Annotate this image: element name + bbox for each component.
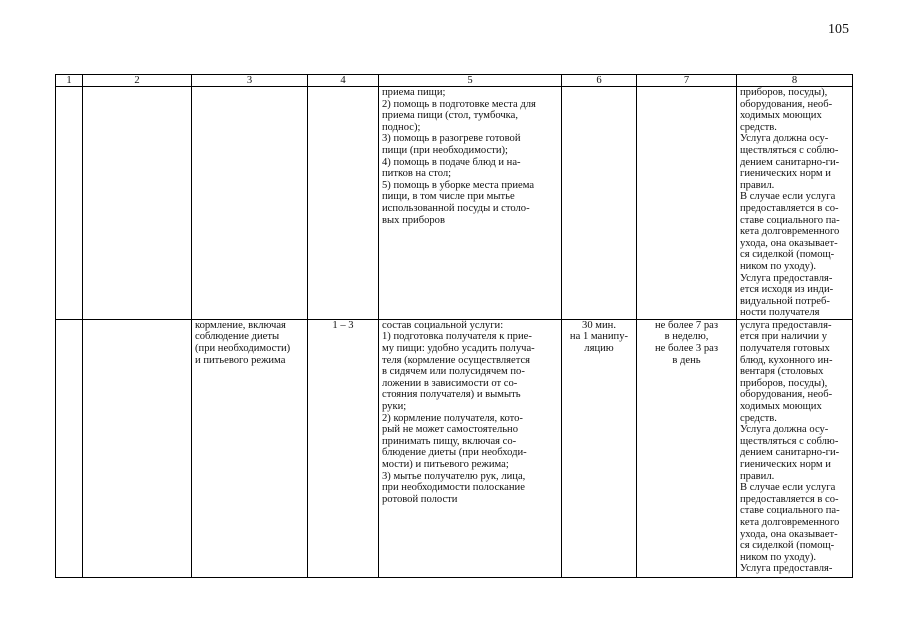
cell-text-line: гиенических норм и: [740, 459, 831, 470]
cell-text-line: ся сиделкой (помощ-: [740, 249, 835, 261]
cell-text-line: Услуга должна осу-: [740, 133, 829, 145]
cell-conditions: [737, 87, 853, 320]
cell-text-line: приема пищи;: [382, 87, 446, 98]
cell-text-line: ником по уходу).: [740, 551, 817, 563]
cell-text-line: оборудования, необ-: [740, 98, 833, 110]
cell-text-line: ником по уходу).: [740, 260, 817, 272]
cell-text-line: соблюдение диеты: [195, 331, 280, 343]
cell-text-line: мости) и питьевого режима;: [382, 459, 509, 470]
cell-text-line: в сидячем или полусидячем по-: [382, 366, 525, 378]
header-col-3: 3: [192, 75, 308, 87]
cell-text-line: теля (кормление осуществляется: [382, 354, 531, 366]
cell-text-line: ставе социального па-: [740, 505, 840, 517]
cell-col-4: [308, 87, 379, 320]
cell-text-line: ществляться с соблю-: [740, 435, 839, 447]
header-col-5: 5: [379, 75, 562, 87]
cell-text-line: ществляться с соблю-: [740, 144, 839, 156]
cell-service-content: [379, 319, 562, 577]
cell-text-line: видуальной потреб-: [740, 295, 830, 307]
header-col-6: 6: [562, 75, 637, 87]
cell-text-line: ставе социального па-: [740, 214, 840, 226]
cell-text-line: в неделю,: [664, 331, 709, 343]
cell-text-line: пищи (при необходимости);: [382, 144, 508, 156]
cell-text-line: принимать пищу, включая со-: [382, 435, 517, 447]
cell-text-line: поднос);: [382, 121, 421, 133]
cell-conditions: [737, 319, 853, 577]
cell-text-line: ухода, она оказывает-: [740, 528, 838, 540]
header-col-2: 2: [83, 75, 192, 87]
cell-duration: [562, 319, 637, 577]
cell-text-line: ходимых моющих: [740, 401, 822, 413]
cell-service-name: [192, 87, 308, 320]
table-row: [56, 319, 853, 577]
cell-text-line: на 1 манипу-: [569, 331, 629, 343]
cell-text-line: и питьевого режима: [195, 354, 286, 366]
cell-text-line: 3) помощь в разогреве готовой: [382, 133, 521, 145]
cell-text-line: правил.: [740, 470, 775, 482]
cell-text-line: предоставляется в со-: [740, 493, 839, 505]
page-number: 105: [828, 22, 849, 37]
cell-text-line: состав социальной услуги:: [382, 319, 504, 331]
cell-text-line: правил.: [740, 179, 775, 191]
cell-text-line: Услуга должна осу-: [740, 424, 829, 436]
cell-text-line: ротовой полости: [382, 493, 458, 505]
cell-text-line: руки;: [382, 401, 407, 413]
cell-text-line: ся сиделкой (помощ-: [740, 540, 835, 552]
cell-text-line: ется при наличии у: [740, 331, 828, 343]
cell-text-line: предоставляется в со-: [740, 202, 839, 214]
cell-col-2: [83, 319, 192, 577]
cell-text-line: приборов, посуды),: [740, 377, 828, 389]
cell-text-line: в день: [672, 354, 701, 366]
cell-text-line: 2) кормление получателя, кото-: [382, 412, 523, 424]
cell-text-line: 30 мин.: [582, 319, 616, 331]
cell-text-line: ется исходя из инди-: [740, 284, 834, 296]
cell-text-line: оборудования, необ-: [740, 389, 833, 401]
cell-text-line: кета долговременного: [740, 226, 840, 238]
cell-text-line: 4) помощь в подаче блюд и на-: [382, 156, 521, 168]
cell-text-line: блюдение диеты (при необходи-: [382, 447, 527, 459]
cell-text-line: вых приборов: [382, 214, 445, 226]
cell-text-line: В случае если услуга: [740, 191, 836, 203]
cell-text-line: приборов, посуды),: [740, 87, 828, 98]
cell-number: [56, 87, 83, 320]
cell-text-line: дением санитарно-ги-: [740, 156, 840, 168]
cell-text-line: не более 7 раз: [654, 319, 719, 331]
cell-col-4: 1 – 3: [308, 319, 379, 577]
cell-text-line: блюд, кухонного ин-: [740, 354, 833, 366]
cell-text-line: питков на стол;: [382, 168, 452, 180]
cell-frequency: [637, 87, 737, 320]
cell-text-line: В случае если услуга: [740, 482, 836, 494]
cell-text-line: 1) подготовка получателя к прие-: [382, 331, 532, 343]
cell-col-2: [83, 87, 192, 320]
cell-text-line: пищи, в том числе при мытье: [382, 191, 515, 203]
cell-text-line: приема пищи (стол, тумбочка,: [382, 110, 519, 122]
cell-text-line: рый не может самостоятельно: [382, 424, 519, 436]
cell-text-line: ухода, она оказывает-: [740, 237, 838, 249]
cell-text-line: ложении в зависимости от со-: [382, 377, 518, 389]
cell-text-line: 2) помощь в подготовке места для: [382, 98, 536, 110]
cell-text-line: Услуга предоставля-: [740, 563, 833, 575]
cell-text-line: вентаря (столовых: [740, 366, 824, 378]
cell-service-name: [192, 319, 308, 577]
cell-text-line: кормление, включая: [195, 319, 286, 331]
header-row: [56, 75, 853, 87]
cell-duration: [562, 87, 637, 320]
cell-text-line: получателя готовых: [740, 343, 830, 355]
cell-text-line: дением санитарно-ги-: [740, 447, 840, 459]
header-col-1: 1: [56, 75, 83, 87]
cell-text-line: услуга предоставля-: [740, 319, 832, 331]
cell-text-line: средств.: [740, 412, 777, 424]
cell-text-line: ходимых моющих: [740, 110, 822, 122]
services-table: [55, 74, 853, 578]
header-col-4: 4: [308, 75, 379, 87]
cell-text-line: му пищи: удобно усадить получа-: [382, 343, 535, 355]
cell-service-content: [379, 87, 562, 320]
cell-text-line: кета долговременного: [740, 516, 840, 528]
cell-number: [56, 319, 83, 577]
cell-text-line: средств.: [740, 121, 777, 133]
header-col-8: 8: [737, 75, 853, 87]
cell-text-line: не более 3 раз: [654, 343, 719, 355]
header-col-7: 7: [637, 75, 737, 87]
cell-text-line: гиенических норм и: [740, 168, 831, 180]
cell-text-line: ляцию: [584, 343, 614, 355]
cell-text-line: при необходимости полоскание: [382, 482, 525, 494]
cell-text-line: ности получателя: [740, 307, 820, 319]
cell-text-line: Услуга предоставля-: [740, 272, 833, 284]
cell-text-line: 3) мытье получателю рук, лица,: [382, 470, 526, 482]
cell-text-line: использованной посуды и столо-: [382, 202, 530, 214]
cell-text-line: (при необходимости): [195, 343, 291, 355]
cell-text-line: стояния получателя) и вымыть: [382, 389, 521, 401]
cell-frequency: [637, 319, 737, 577]
table-row: [56, 87, 853, 320]
cell-text-line: 5) помощь в уборке места приема: [382, 179, 535, 191]
